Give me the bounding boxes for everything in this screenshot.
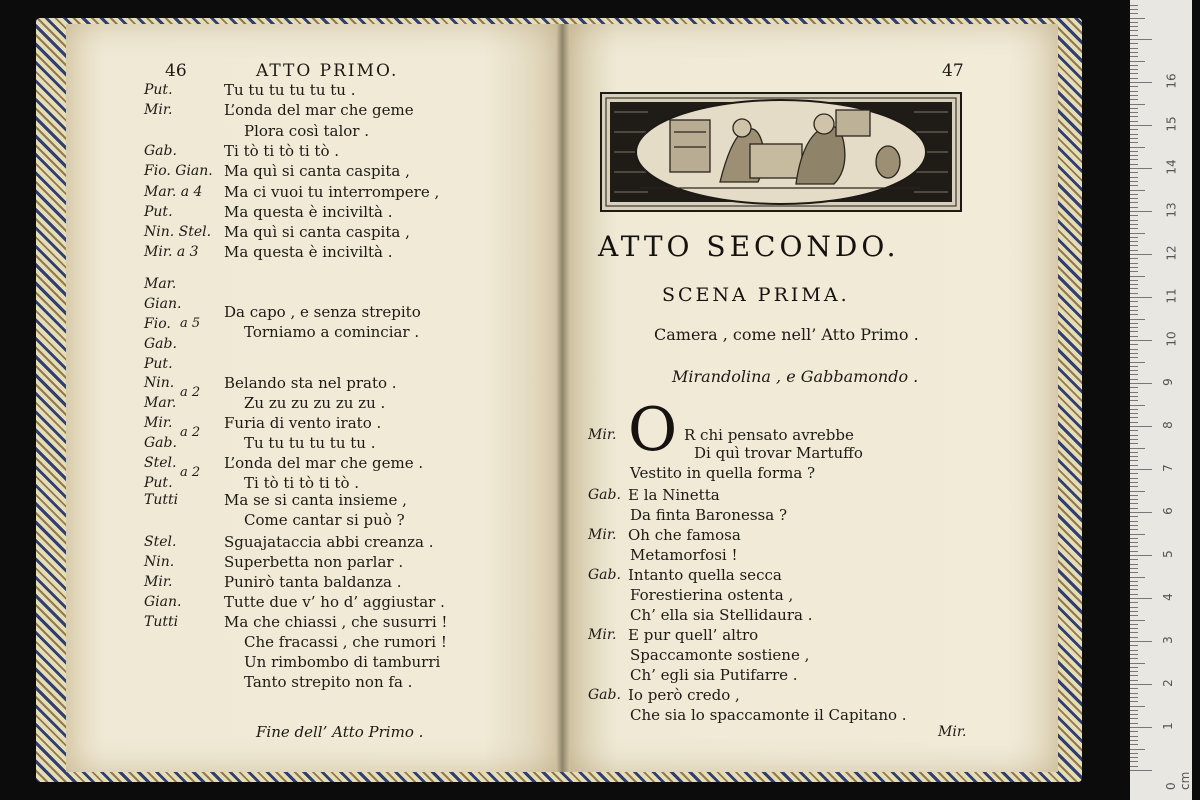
ruler-tick [1130, 336, 1138, 337]
verse-line: E pur quell’ altro [628, 626, 759, 644]
ruler-tick [1130, 448, 1145, 449]
verse-line: Un rimbombo di tamburri [244, 653, 441, 671]
ruler-tick [1130, 13, 1138, 14]
ruler-tick [1130, 443, 1138, 444]
ruler-tick [1130, 680, 1138, 681]
verse-line: Intanto quella secca [628, 566, 782, 584]
ensemble-marker: a 2 [180, 465, 201, 480]
ruler-tick [1130, 151, 1138, 152]
ruler-tick [1130, 194, 1138, 195]
ruler-tick [1130, 314, 1138, 315]
ruler-tick [1130, 357, 1138, 358]
ruler-tick [1130, 663, 1145, 664]
ruler-tick [1130, 22, 1138, 23]
ruler-tick [1130, 718, 1138, 719]
ruler-tick [1130, 491, 1145, 492]
speaker-label: Gab. [144, 336, 177, 352]
ruler-number: 12 [1164, 245, 1179, 261]
ruler-tick [1130, 387, 1138, 388]
verse-line: Plora così talor . [244, 121, 370, 140]
ruler-tick [1130, 637, 1138, 638]
ruler-tick [1130, 749, 1145, 750]
ruler-tick [1130, 228, 1138, 229]
ruler-tick [1130, 310, 1138, 311]
verse-line: Furia di vento irato . [224, 414, 382, 432]
ruler-number: 7 [1160, 464, 1175, 472]
ruler-tick [1130, 319, 1145, 320]
ruler-tick [1130, 65, 1138, 66]
verse-line: Di quì trovar Martuffo [694, 444, 863, 462]
ruler-tick [1130, 301, 1138, 302]
ruler-tick [1130, 473, 1138, 474]
ruler-number: 13 [1164, 202, 1179, 218]
verse-line: Ma quì si canta caspita , [224, 162, 410, 181]
ruler-tick [1130, 263, 1138, 264]
ruler-tick [1130, 155, 1138, 156]
ruler-tick [1130, 581, 1138, 582]
speaker-label: Mar. a 4 [144, 183, 203, 200]
ruler-tick [1130, 731, 1138, 732]
woodcut-vignette-illustration [600, 92, 962, 212]
ruler-tick [1130, 258, 1138, 259]
ruler-tick [1130, 706, 1145, 707]
ruler-tick [1130, 331, 1138, 332]
ruler-tick [1130, 589, 1138, 590]
verse-line: Forestierina ostenta , [630, 586, 794, 604]
ruler-tick [1130, 340, 1152, 341]
speaker-label: Put. [144, 82, 173, 98]
ruler-tick [1130, 766, 1138, 767]
scene-characters: Mirandolina , e Gabbamondo . [672, 367, 919, 386]
right-page-number: 47 [942, 61, 964, 81]
ruler-tick [1130, 697, 1138, 698]
ruler-tick [1130, 650, 1138, 651]
speaker-label: Gab. [144, 142, 177, 159]
ruler-tick [1130, 430, 1138, 431]
ruler-tick [1130, 521, 1138, 522]
ruler-tick [1130, 628, 1138, 629]
speaker-label: Nin. Stel. [144, 224, 212, 241]
ruler-tick [1130, 671, 1138, 672]
ruler-tick [1130, 727, 1152, 728]
ruler-tick [1130, 5, 1138, 6]
speaker-label: Mar. [144, 395, 177, 411]
ruler-tick [1130, 344, 1138, 345]
verse-line: Spaccamonte sostiene , [630, 646, 810, 664]
verse-line: L’onda del mar che geme [224, 101, 414, 120]
verse-line: Tu tu tu tu tu tu . [244, 434, 376, 452]
ruler-tick [1130, 585, 1138, 586]
speaker-label: Stel. [144, 455, 177, 471]
ruler-number: 4 [1160, 593, 1175, 601]
ruler-tick [1130, 26, 1138, 27]
ruler-tick [1130, 95, 1138, 96]
verse-line: Ti tò ti tò ti tò . [244, 474, 360, 492]
ruler-tick [1130, 684, 1152, 685]
ruler-tick [1130, 392, 1138, 393]
ruler-tick [1130, 594, 1138, 595]
ruler-tick [1130, 439, 1138, 440]
ruler-number: 9 [1160, 378, 1175, 386]
ruler-tick [1130, 129, 1138, 130]
ruler-number: 10 [1164, 331, 1179, 347]
verse-line: Sguajataccia abbi creanza . [224, 533, 434, 551]
ruler-tick [1130, 460, 1138, 461]
left-page-number: 46 [165, 61, 187, 81]
ruler-tick [1130, 667, 1138, 668]
ruler-tick [1130, 426, 1152, 427]
ruler-tick [1130, 116, 1138, 117]
ruler-tick [1130, 542, 1138, 543]
ruler-tick [1130, 757, 1138, 758]
ruler-tick [1130, 641, 1152, 642]
ruler-tick [1130, 99, 1138, 100]
ruler-tick [1130, 198, 1138, 199]
speaker-label: Mar. [144, 276, 177, 292]
ruler-tick [1130, 293, 1138, 294]
ruler-tick [1130, 125, 1152, 126]
verse-line: Tu tu tu tu tu tu . [224, 81, 356, 99]
ruler-tick [1130, 577, 1145, 578]
verse-line: Oh che famosa [628, 526, 741, 544]
drop-cap: O [628, 395, 678, 465]
ruler-tick [1130, 710, 1138, 711]
ruler-tick [1130, 78, 1138, 79]
ruler-tick [1130, 499, 1138, 500]
left-running-head: ATTO PRIMO. [256, 61, 399, 81]
speaker-label: Mir. [144, 574, 173, 590]
ruler-tick [1130, 714, 1138, 715]
ruler-number: 16 [1164, 73, 1179, 89]
ruler-tick [1130, 82, 1152, 83]
ruler-tick [1130, 237, 1138, 238]
ruler-tick [1130, 693, 1138, 694]
ruler-tick [1130, 551, 1138, 552]
verse-line: Io però credo , [628, 686, 740, 704]
ruler-tick [1130, 284, 1138, 285]
ruler-tick [1130, 753, 1138, 754]
ruler-tick [1130, 516, 1138, 517]
ruler-tick [1130, 147, 1145, 148]
ruler-tick [1130, 564, 1138, 565]
verse-line: Superbetta non parlar . [224, 553, 404, 571]
verse-line: R chi pensato avrebbe [684, 426, 854, 444]
ruler-tick [1130, 353, 1138, 354]
ruler-tick [1130, 624, 1138, 625]
ruler-tick [1130, 245, 1138, 246]
speaker-label: Gab. [588, 487, 621, 503]
ruler-tick [1130, 452, 1138, 453]
verse-line: Che fracassi , che rumori ! [244, 633, 447, 651]
ruler-tick [1130, 512, 1152, 513]
ruler-tick [1130, 159, 1138, 160]
ruler-tick [1130, 422, 1138, 423]
ruler-tick [1130, 620, 1145, 621]
ruler-tick [1130, 288, 1138, 289]
ruler-tick [1130, 400, 1138, 401]
ruler-tick [1130, 611, 1138, 612]
catchword: Mir. [938, 724, 967, 740]
ruler-tick [1130, 69, 1138, 70]
ruler-number: 6 [1160, 507, 1175, 515]
ruler-tick [1130, 744, 1138, 745]
speaker-label: Nin. [144, 375, 175, 391]
ruler-tick [1130, 185, 1138, 186]
ruler-tick [1130, 435, 1138, 436]
ruler-number: 1 [1160, 722, 1175, 730]
speaker-label: Gian. [144, 594, 182, 610]
end-of-act-note: Fine dell’ Atto Primo . [256, 723, 424, 741]
measuring-ruler [1130, 0, 1192, 800]
speaker-label: Fio. Gian. [144, 163, 213, 180]
verse-line: Ch’ ella sia Stellidaura . [630, 606, 813, 624]
ruler-tick [1130, 142, 1138, 143]
speaker-label: Gab. [588, 567, 621, 583]
ruler-tick [1130, 224, 1138, 225]
speaker-label: Mir. [588, 527, 617, 543]
ruler-tick [1130, 48, 1138, 49]
ruler-tick [1130, 43, 1138, 44]
ruler-tick [1130, 30, 1138, 31]
ruler-tick [1130, 615, 1138, 616]
ruler-tick [1130, 202, 1138, 203]
ruler-tick [1130, 645, 1138, 646]
ruler-tick [1130, 538, 1138, 539]
ruler-tick [1130, 379, 1138, 380]
ruler-tick [1130, 91, 1138, 92]
ruler-tick [1130, 370, 1138, 371]
ruler-tick [1130, 534, 1145, 535]
verse-line: Zu zu zu zu zu zu . [244, 394, 386, 412]
book-gutter [556, 24, 570, 772]
ruler-tick [1130, 465, 1138, 466]
ruler-tick [1130, 740, 1138, 741]
ruler-tick [1130, 9, 1138, 10]
ruler-tick [1130, 559, 1138, 560]
speaker-label: Gab. [144, 435, 177, 451]
speaker-label: Put. [144, 203, 173, 220]
ruler-tick [1130, 168, 1152, 169]
verse-line: Ma quì si canta caspita , [224, 223, 410, 242]
speaker-label: Tutti [144, 492, 179, 508]
speaker-label: Mir. a 3 [144, 244, 199, 261]
ruler-tick [1130, 456, 1138, 457]
ruler-tick [1130, 271, 1138, 272]
ruler-tick [1130, 215, 1138, 216]
ruler-tick [1130, 276, 1145, 277]
ruler-tick [1130, 568, 1138, 569]
ruler-tick [1130, 508, 1138, 509]
ruler-number: 0 cm [1164, 771, 1192, 790]
verse-line: Ma se si canta insieme , [224, 491, 407, 509]
ruler-tick [1130, 323, 1138, 324]
ruler-tick [1130, 211, 1152, 212]
ruler-tick [1130, 482, 1138, 483]
ruler-tick [1130, 555, 1152, 556]
ruler-tick [1130, 61, 1145, 62]
verse-line: Da finta Baronessa ? [630, 506, 787, 524]
ruler-tick [1130, 405, 1145, 406]
verse-line: Ma che chiassi , che susurri ! [224, 613, 448, 631]
verse-line: Tanto strepito non fa . [244, 673, 413, 691]
ruler-tick [1130, 172, 1138, 173]
ruler-tick [1130, 469, 1152, 470]
verse-line: Ma questa è inciviltà . [224, 243, 393, 262]
verse-line: Ti tò ti tò ti tò . [224, 141, 340, 160]
ruler-tick [1130, 35, 1138, 36]
ruler-tick [1130, 525, 1138, 526]
ruler-tick [1130, 164, 1138, 165]
verse-line: Vestito in quella forma ? [630, 464, 816, 482]
ruler-tick [1130, 349, 1138, 350]
verse-line: E la Ninetta [628, 486, 720, 504]
verse-line: Da capo , e senza strepito [224, 303, 421, 321]
ruler-tick [1130, 654, 1138, 655]
ruler-tick [1130, 632, 1138, 633]
ruler-tick [1130, 121, 1138, 122]
ruler-tick [1130, 280, 1138, 281]
ruler-tick [1130, 297, 1152, 298]
speaker-label: Mir. [588, 627, 617, 643]
ruler-tick [1130, 598, 1152, 599]
ruler-tick [1130, 233, 1145, 234]
ruler-tick [1130, 241, 1138, 242]
ruler-number: 15 [1164, 116, 1179, 132]
verse-line: Che sia lo spaccamonte il Capitano . [630, 706, 907, 724]
ruler-tick [1130, 207, 1138, 208]
verse-line: L’onda del mar che geme . [224, 454, 424, 472]
speaker-label: Gab. [588, 687, 621, 703]
ruler-tick [1130, 73, 1138, 74]
ruler-tick [1130, 723, 1138, 724]
ruler-tick [1130, 495, 1138, 496]
speaker-label: Fio. [144, 316, 171, 332]
ruler-tick [1130, 572, 1138, 573]
verse-line: Metamorfosi ! [630, 546, 738, 564]
verse-line: Punirò tanta baldanza . [224, 573, 402, 591]
ruler-tick [1130, 770, 1152, 771]
ruler-tick [1130, 190, 1145, 191]
ruler-tick [1130, 486, 1138, 487]
ensemble-marker: a 2 [180, 425, 201, 440]
verse-line: Ma questa è inciviltà . [224, 202, 393, 221]
verse-line: Come cantar si può ? [244, 511, 405, 529]
ruler-tick [1130, 701, 1138, 702]
ensemble-marker: a 2 [180, 385, 201, 400]
ruler-tick [1130, 177, 1138, 178]
ruler-number: 14 [1164, 159, 1179, 175]
ruler-tick [1130, 478, 1138, 479]
ruler-number: 11 [1164, 288, 1179, 304]
scene-setting: Camera , come nell’ Atto Primo . [654, 325, 919, 344]
act-heading: ATTO SECONDO. [598, 230, 900, 263]
ruler-tick [1130, 181, 1138, 182]
ruler-tick [1130, 529, 1138, 530]
ruler-tick [1130, 39, 1152, 40]
ruler-tick [1130, 409, 1138, 410]
ruler-number: 3 [1160, 636, 1175, 644]
ruler-tick [1130, 688, 1138, 689]
scene-heading: SCENA PRIMA. [662, 284, 850, 306]
speaker-label: Put. [144, 356, 173, 372]
speaker-label: Put. [144, 475, 173, 491]
ruler-tick [1130, 396, 1138, 397]
ruler-tick [1130, 546, 1138, 547]
speaker-label: Stel. [144, 534, 177, 550]
ruler-tick [1130, 658, 1138, 659]
ruler-tick [1130, 306, 1138, 307]
ruler-tick [1130, 18, 1145, 19]
ruler-tick [1130, 503, 1138, 504]
ruler-tick [1130, 675, 1138, 676]
ruler-tick [1130, 112, 1138, 113]
ruler-tick [1130, 52, 1138, 53]
ruler-tick [1130, 250, 1138, 251]
speaker-label: Nin. [144, 554, 175, 570]
ruler-tick [1130, 383, 1152, 384]
ruler-number: 2 [1160, 679, 1175, 687]
ruler-tick [1130, 327, 1138, 328]
speaker-label: Mir. [144, 415, 173, 431]
ruler-tick [1130, 108, 1138, 109]
verse-line: Ch’ egli sia Putifarre . [630, 666, 798, 684]
speaker-label: Mir. [144, 102, 173, 119]
ruler-tick [1130, 56, 1138, 57]
ensemble-marker: a 5 [180, 316, 201, 331]
speaker-label: Tutti [144, 614, 179, 630]
ruler-number: 5 [1160, 550, 1175, 558]
ruler-tick [1130, 374, 1138, 375]
ruler-tick [1130, 138, 1138, 139]
ruler-tick [1130, 413, 1138, 414]
ruler-tick [1130, 267, 1138, 268]
ruler-tick [1130, 761, 1138, 762]
ruler-tick [1130, 104, 1145, 105]
ruler-tick [1130, 254, 1152, 255]
ruler-tick [1130, 362, 1145, 363]
verse-line: Torniamo a cominciar . [244, 323, 420, 341]
ruler-tick [1130, 602, 1138, 603]
speaker-label: Gian. [144, 296, 182, 312]
speaker-label: Mir. [588, 427, 617, 443]
ruler-tick [1130, 417, 1138, 418]
ruler-tick [1130, 86, 1138, 87]
ruler-tick [1130, 220, 1138, 221]
ruler-number: 8 [1160, 421, 1175, 429]
ruler-tick [1130, 134, 1138, 135]
ruler-tick [1130, 366, 1138, 367]
verse-line: Belando sta nel prato . [224, 374, 397, 392]
ruler-tick [1130, 736, 1138, 737]
verse-line: Tutte due v’ ho d’ aggiustar . [224, 593, 445, 611]
ruler-tick [1130, 607, 1138, 608]
verse-line: Ma ci vuoi tu interrompere , [224, 182, 440, 201]
